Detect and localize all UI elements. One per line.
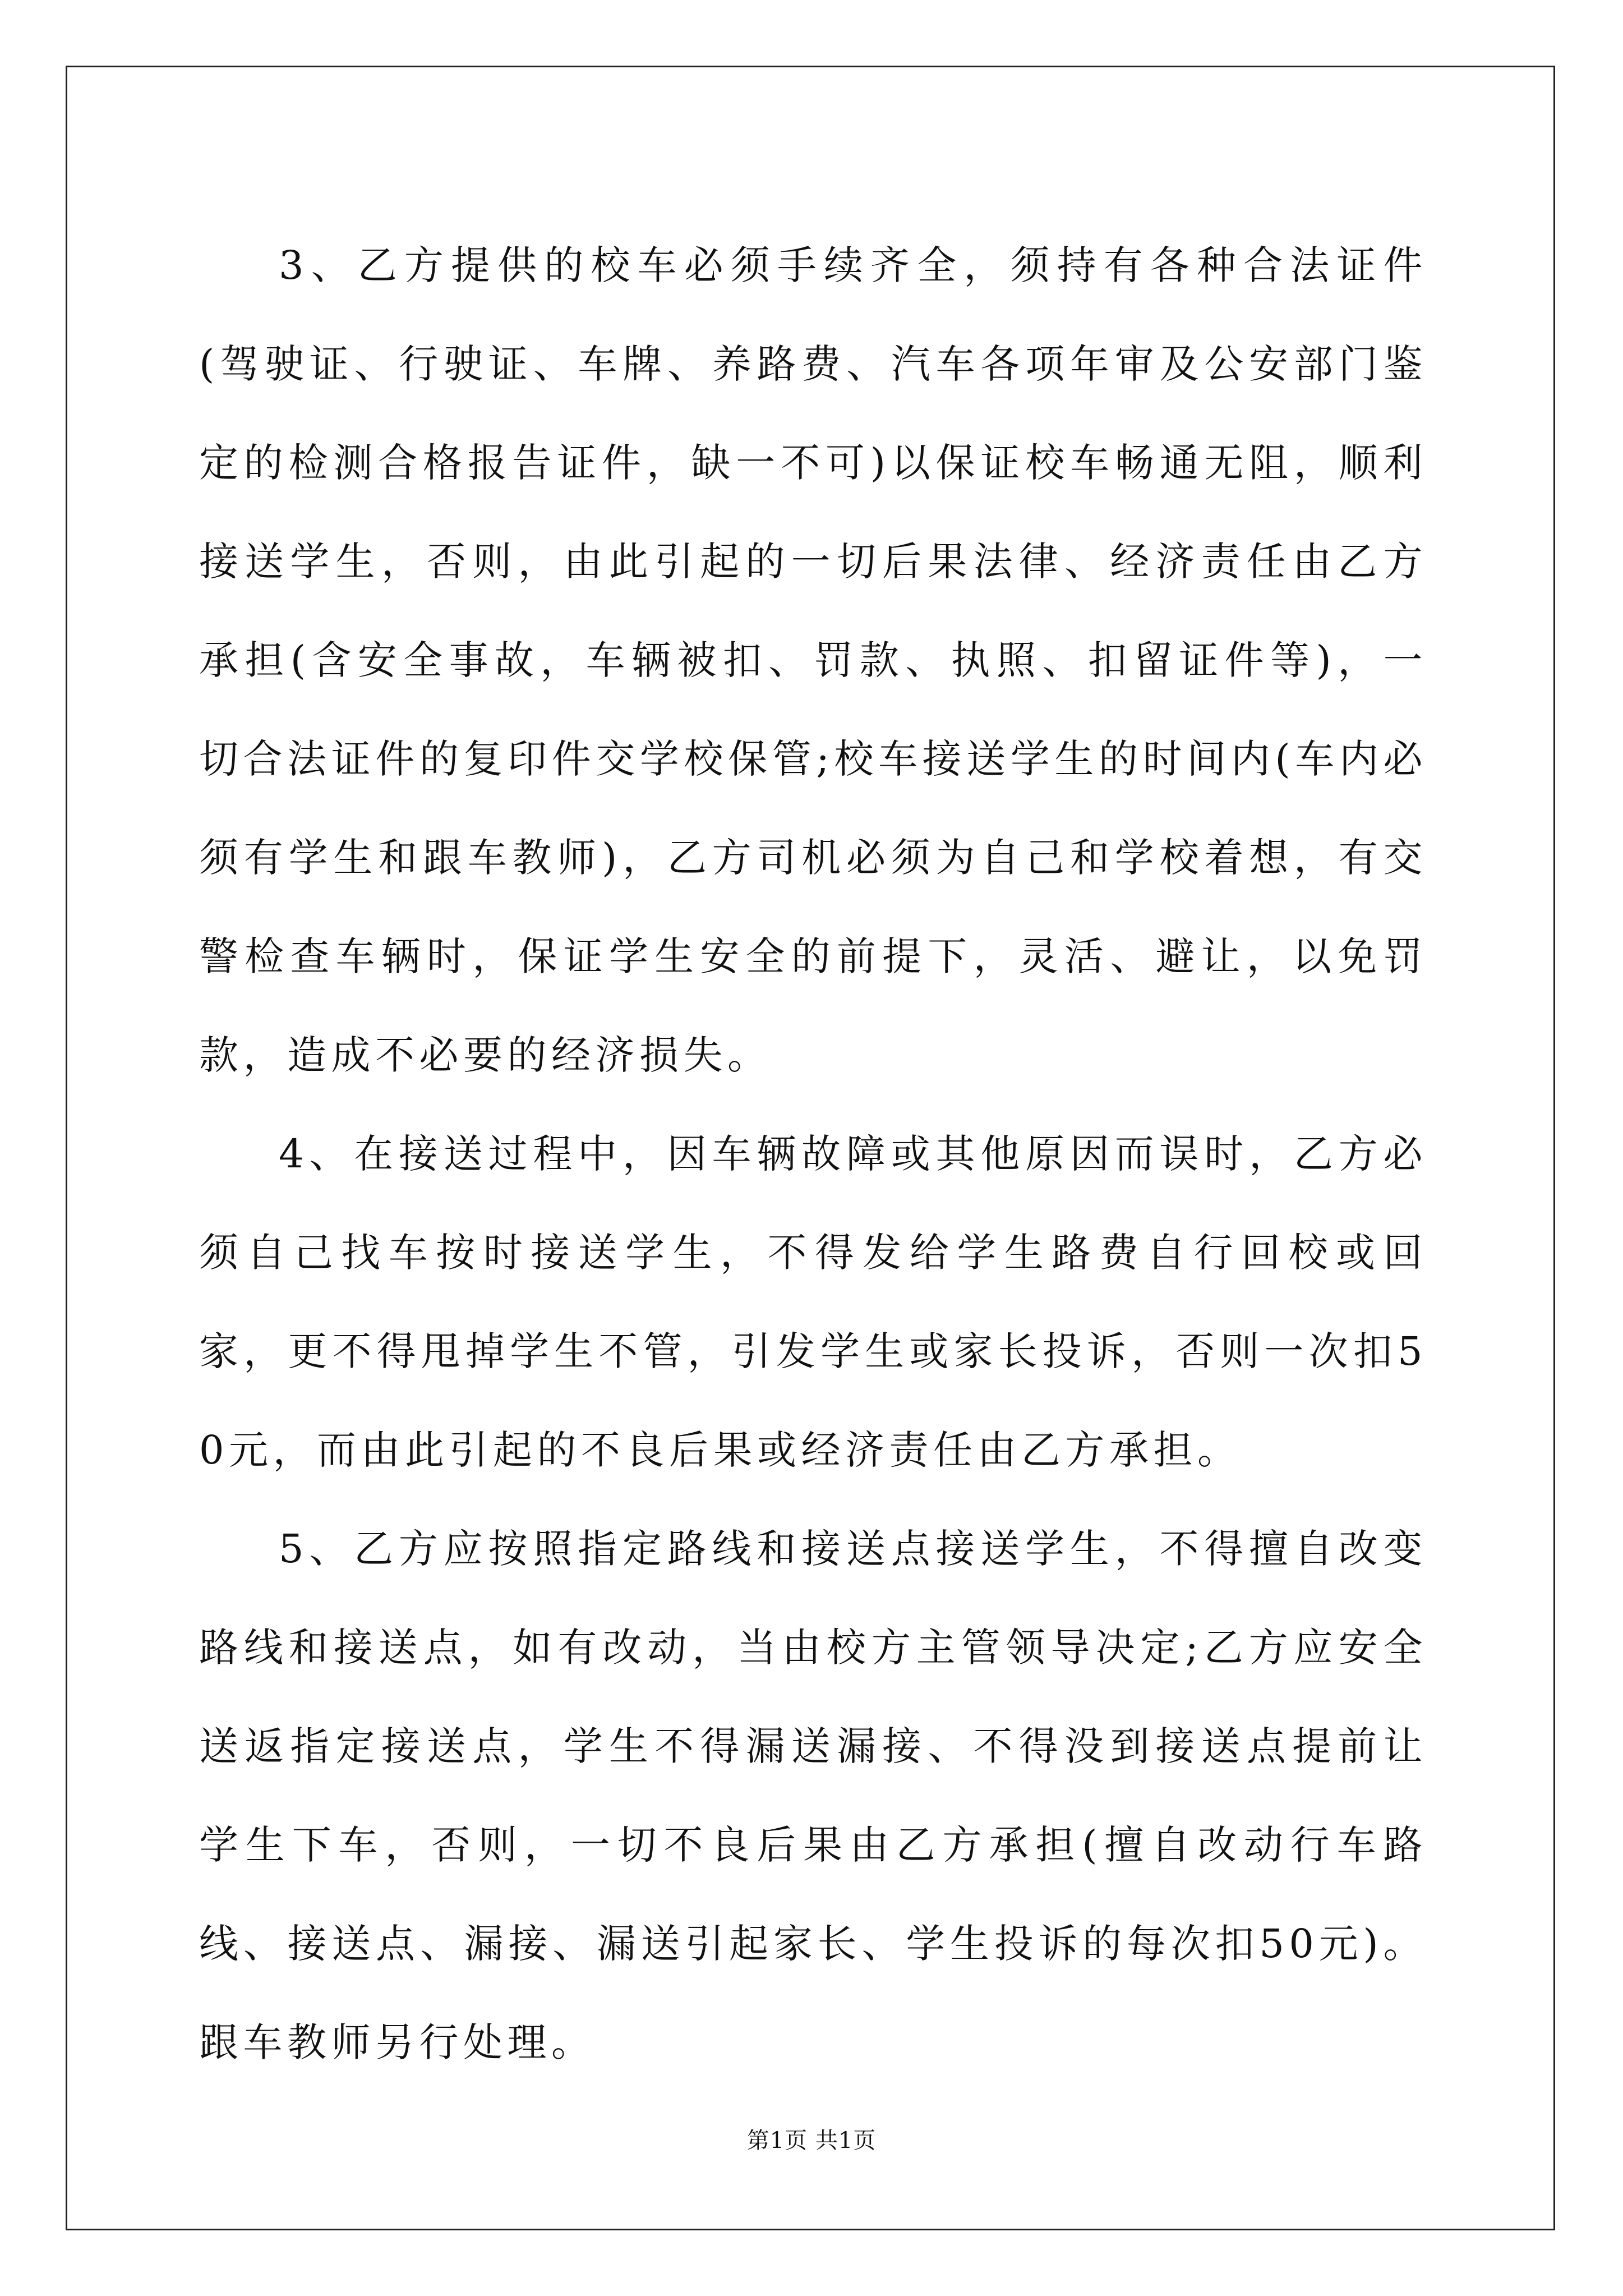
paragraph-clause-4: 4、在接送过程中，因车辆故障或其他原因而误时，乙方必须自己找车按时接送学生，不得发给学生路费自行回校或回家，更不得甩掉学生不管，引发学生或家长投诉，否则一次扣50元，而由此引起的不良后果或经济责任由乙方承担。 [199,1131,1427,1473]
page-number-footer: 第1页 共1页 [746,2128,877,2154]
paragraph-clause-3: 3、乙方提供的校车必须手续齐全，须持有各种合法证件(驾驶证、行驶证、车牌、养路费、汽车各项年审及公安部门鉴定的检测合格报告证件，缺一不可)以保证校车畅通无阻，顺利接送学生，否则，由此引起的一切后果法律、经济责任由乙方承担(含安全事故，车辆被扣、罚款、执照、扣留证件等)，一切合法证件的复印件交学校保管;校车接送学生的时间内(车内必须有学生和跟车教师)，乙方司机必须为自己和学校着想，有交警检查车辆时，保证学生安全的前提下，灵活、避让，以免罚款，造成不必要的经济损失。 [199,242,1427,1078]
paragraph-clause-5: 5、乙方应按照指定路线和接送点接送学生，不得擅自改变路线和接送点，如有改动，当由校方主管领导决定;乙方应安全送返指定接送点，学生不得漏送漏接、不得没到接送点提前让学生下车，否则，一切不良后果由乙方承担(擅自改动行车路线、接送点、漏接、漏送引起家长、学生投诉的每次扣50元)。跟车教师另行处理。 [199,1526,1427,2065]
document-body [199,216,1427,2092]
